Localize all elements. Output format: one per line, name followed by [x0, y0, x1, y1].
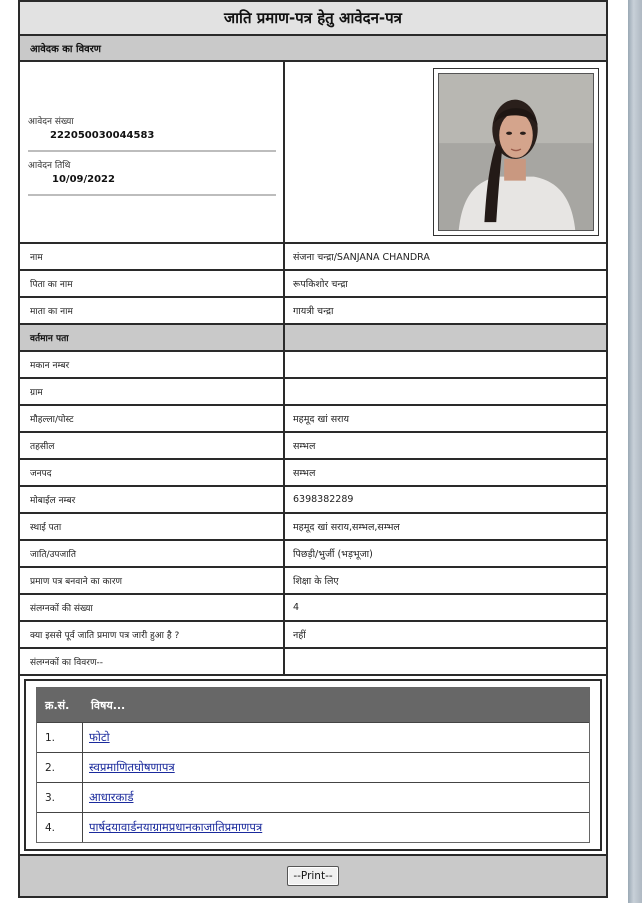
attachment-number: 1. — [37, 723, 83, 752]
field-value: नहीं — [293, 630, 306, 641]
field-value: सम्भल — [293, 441, 316, 452]
field-row-attachment-details — [20, 649, 606, 676]
field-row-mother-name — [20, 298, 606, 325]
col-number-header: क्र.सं. — [45, 698, 70, 712]
application-meta — [20, 62, 285, 242]
field-row-caste — [20, 541, 606, 568]
field-value: 4 — [293, 602, 300, 613]
print-button[interactable]: --Print-- — [287, 866, 338, 886]
field-label: प्रमाण पत्र बनवाने का कारण — [20, 568, 285, 593]
page-title: जाति प्रमाण-पत्र हेतु आवेदन-पत्र — [20, 2, 606, 36]
field-label: तहसील — [20, 433, 285, 458]
field-value: रूपकिशोर चन्द्रा — [293, 279, 348, 290]
field-value: गायत्री चन्द्रा — [293, 306, 334, 317]
table-row — [37, 812, 589, 842]
address-section-header — [20, 325, 606, 352]
application-info-block — [20, 62, 606, 244]
address-section-label: वर्तमान पता — [20, 325, 285, 350]
field-value: पिछड़ी/भुर्जी (भड़भूजा) — [293, 549, 373, 560]
field-value: 6398382289 — [293, 494, 354, 505]
field-row-reason — [20, 568, 606, 595]
field-value: शिक्षा के लिए — [293, 576, 339, 587]
table-row — [37, 722, 589, 752]
field-label: मोबाईल नम्बर — [20, 487, 285, 512]
col-subject-header: विषय... — [91, 698, 126, 712]
field-label: पिता का नाम — [20, 271, 285, 296]
field-label: मौहल्ला/पोस्ट — [20, 406, 285, 431]
field-row-village — [20, 379, 606, 406]
attachment-number: 4. — [37, 813, 83, 842]
field-label: जाति/उपजाति — [20, 541, 285, 566]
attachment-link-self-declaration[interactable]: स्वप्रमाणितघोषणापत्र — [89, 760, 175, 774]
application-number-label: आवेदन संख्या — [28, 117, 74, 127]
address-section-empty — [285, 325, 606, 350]
attachment-link-caste-certificate[interactable]: पार्षदयावार्डनयाग्रामप्रधानकाजातिप्रमाणपत्र — [89, 820, 263, 834]
field-label: संलग्नकों की संख्या — [20, 595, 285, 620]
field-row-district — [20, 460, 606, 487]
field-label: ग्राम — [20, 379, 285, 404]
attachments-header — [37, 688, 589, 722]
field-value — [285, 352, 606, 377]
attachment-number: 2. — [37, 753, 83, 782]
field-label: माता का नाम — [20, 298, 285, 323]
attachments-section — [20, 676, 606, 856]
field-label: संलग्नकों का विवरण-- — [20, 649, 285, 674]
application-date-value: 10/09/2022 — [52, 174, 115, 185]
field-row-permanent-address — [20, 514, 606, 541]
attachments-table — [36, 687, 590, 843]
field-row-father-name — [20, 271, 606, 298]
field-label: मकान नम्बर — [20, 352, 285, 377]
field-row-mobile — [20, 487, 606, 514]
table-row — [37, 782, 589, 812]
field-row-locality — [20, 406, 606, 433]
photo-cell — [285, 62, 606, 242]
field-label: क्या इससे पूर्व जाति प्रमाण पत्र जारी हुआ है ? — [20, 622, 285, 647]
field-value — [285, 379, 606, 404]
divider — [28, 150, 276, 152]
field-row-house-number — [20, 352, 606, 379]
field-value: सम्भल — [293, 468, 316, 479]
field-row-tehsil — [20, 433, 606, 460]
attachments-box — [24, 679, 602, 851]
field-label: नाम — [20, 244, 285, 269]
field-value: महमूद खां सराय — [293, 414, 350, 425]
field-row-attachment-count — [20, 595, 606, 622]
field-label: स्थाई पता — [20, 514, 285, 539]
field-value: महमूद खां सराय,सम्भल,सम्भल — [293, 522, 400, 533]
attachment-link-aadhaar[interactable]: आधारकार्ड — [89, 790, 134, 804]
field-value: संजना चन्द्रा/SANJANA CHANDRA — [293, 252, 430, 263]
applicant-photo-frame — [433, 68, 599, 236]
application-date-label: आवेदन तिथि — [28, 161, 71, 171]
field-label: जनपद — [20, 460, 285, 485]
field-row-name — [20, 244, 606, 271]
applicant-section-header: आवेदक का विवरण — [20, 36, 606, 62]
table-row — [37, 752, 589, 782]
applicant-photo — [438, 73, 594, 231]
divider — [28, 194, 276, 196]
attachment-number: 3. — [37, 783, 83, 812]
application-form — [18, 0, 608, 898]
footer-bar — [20, 856, 606, 896]
attachment-link-photo[interactable]: फोटो — [89, 730, 110, 744]
application-number-value: 222050030044583 — [50, 130, 155, 141]
field-row-previous-certificate — [20, 622, 606, 649]
browser-scroll-edge — [628, 0, 642, 903]
field-value — [285, 649, 606, 674]
